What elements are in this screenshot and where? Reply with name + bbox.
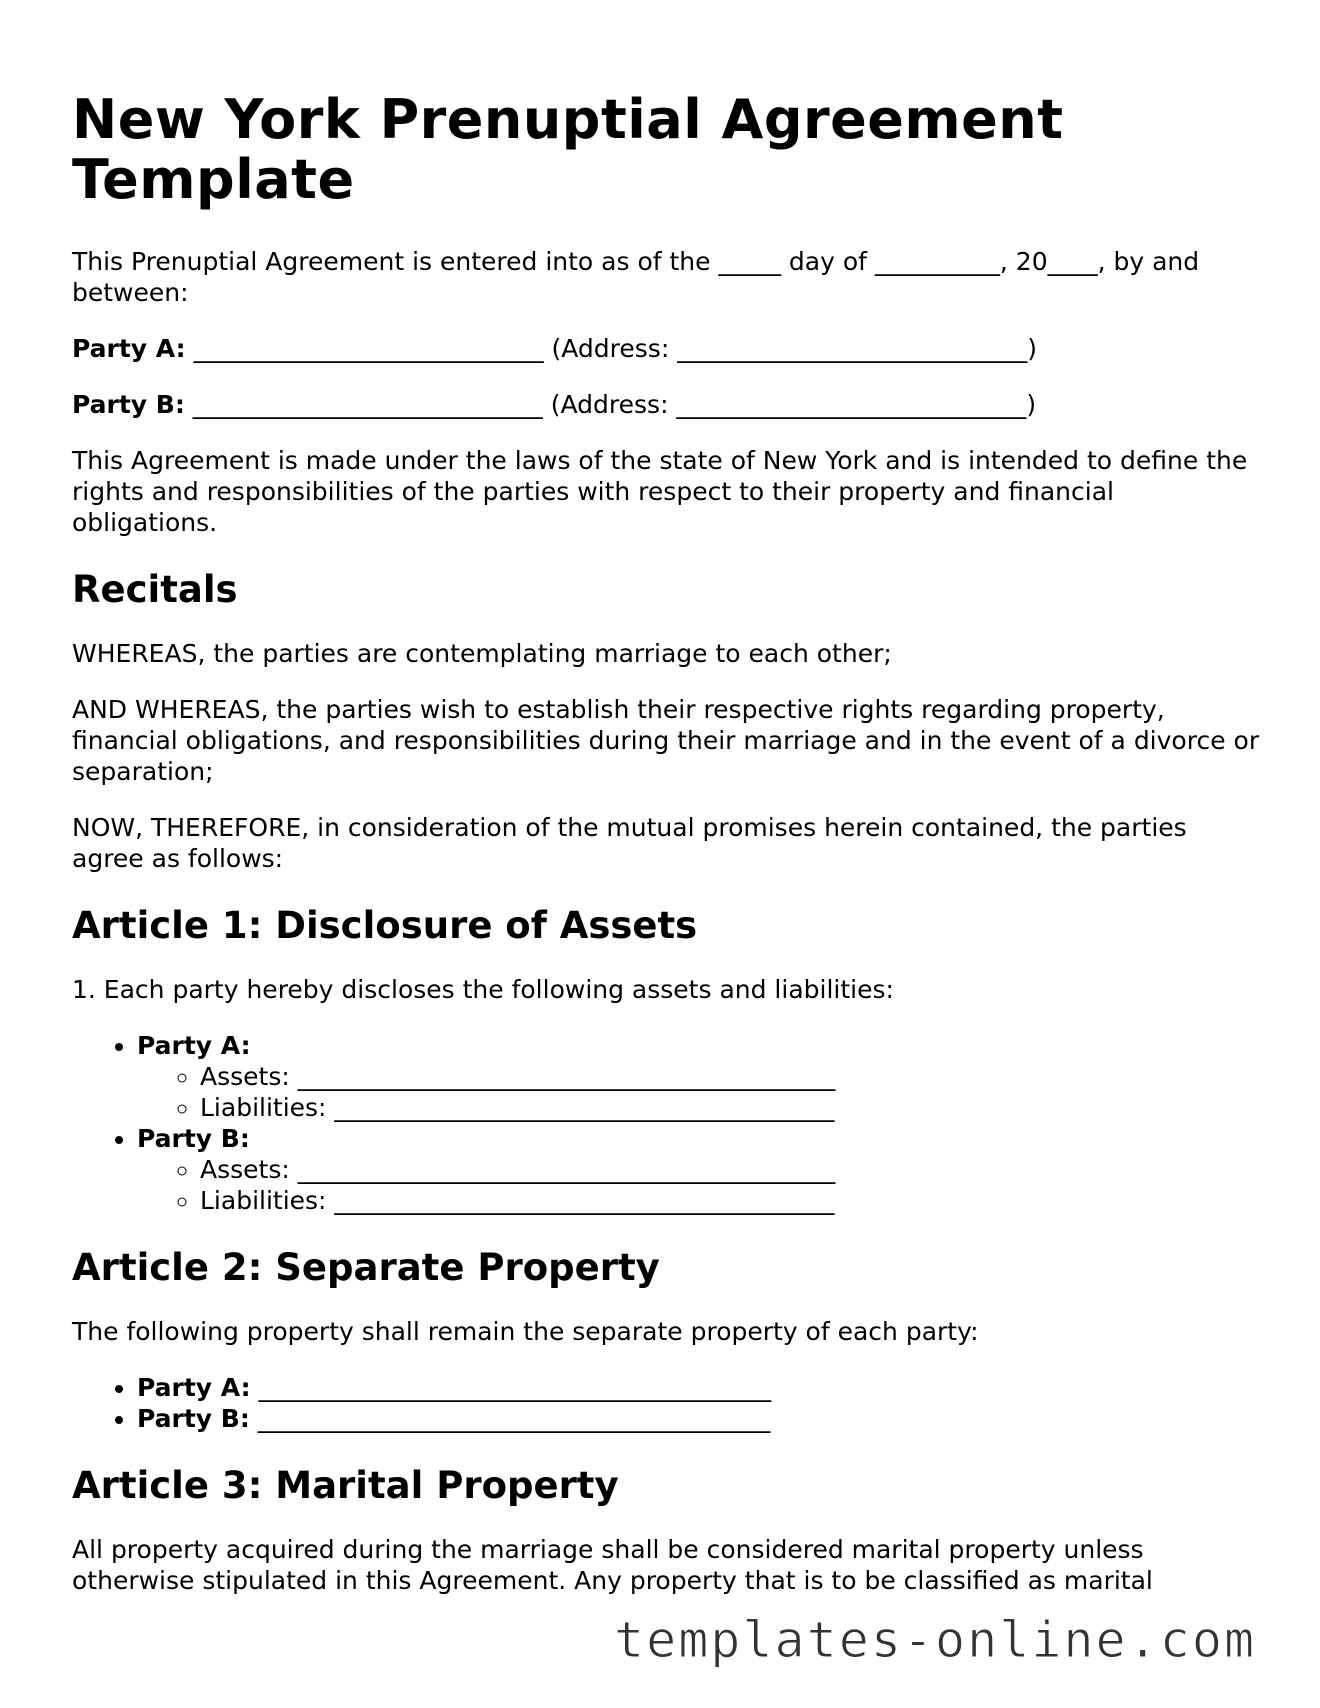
party-b-label: Party B: [137, 1124, 250, 1153]
party-b-blanks: ____________________________ (Address: ____________________________) [184, 390, 1037, 419]
recital-paragraph: AND WHEREAS, the parties wish to establish their respective rights regarding property, financial obligations, and responsibilities during their marriage and in the event of a divorce or separation; [72, 695, 1260, 786]
assets-line: ◦ Assets: ___________________________________________ [200, 1154, 1262, 1185]
party-b-label: Party B: [72, 390, 185, 419]
article-3-heading: Article 3: Marital Property [72, 1464, 619, 1507]
recital-paragraph: WHEREAS, the parties are contemplating marriage to each other; [72, 639, 892, 668]
list-item [137, 1372, 1262, 1403]
article-3-paragraph: All property acquired during the marriage shall be considered marital property unless otherwise stipulated in this Agreement. Any property that is to be classified as marital [72, 1535, 1153, 1595]
party-b-line [72, 389, 1262, 420]
list-item [137, 1123, 1262, 1216]
recitals-heading: Recitals [72, 568, 238, 611]
party-a-label: Party A: [137, 1373, 251, 1402]
party-a-label: Party A: [137, 1031, 251, 1060]
watermark: templates-online.com [614, 1611, 1257, 1669]
document-page [72, 90, 1262, 1621]
article-2-heading: Article 2: Separate Property [72, 1246, 660, 1289]
separate-property-list [72, 1372, 1262, 1434]
party-a-blanks: ____________________________ (Address: ____________________________) [185, 334, 1037, 363]
liabilities-line: ◦ Liabilities: ________________________________________ [200, 1185, 1262, 1216]
party-a-sublist [137, 1061, 1262, 1123]
party-b-blank: _________________________________________ [249, 1404, 771, 1433]
article-1-heading: Article 1: Disclosure of Assets [72, 904, 698, 947]
disclosure-list [72, 1030, 1262, 1216]
liabilities-line: ◦ Liabilities: ________________________________________ [200, 1092, 1262, 1123]
list-item [137, 1030, 1262, 1123]
list-item [137, 1403, 1262, 1434]
page-title: New York Prenuptial Agreement Template [72, 88, 1064, 211]
party-b-label: Party B: [137, 1404, 250, 1433]
intro-paragraph: This Prenuptial Agreement is entered into as of the _____ day of __________, 20____, by and between: [72, 247, 1200, 307]
party-a-label: Party A: [72, 334, 186, 363]
recital-paragraph: NOW, THEREFORE, in consideration of the mutual promises herein contained, the parties agree as follows: [72, 813, 1187, 873]
article-2-intro: The following property shall remain the separate property of each party: [72, 1317, 979, 1346]
agreement-paragraph: This Agreement is made under the laws of the state of New York and is intended to define the rights and responsibilities of the parties with respect to their property and financial obligations. [72, 446, 1248, 537]
article-1-intro: 1. Each party hereby discloses the following assets and liabilities: [72, 975, 894, 1004]
party-b-sublist [137, 1154, 1262, 1216]
party-a-blank: _________________________________________ [250, 1373, 772, 1402]
party-a-line [72, 333, 1262, 364]
assets-line: ◦ Assets: ___________________________________________ [200, 1061, 1262, 1092]
